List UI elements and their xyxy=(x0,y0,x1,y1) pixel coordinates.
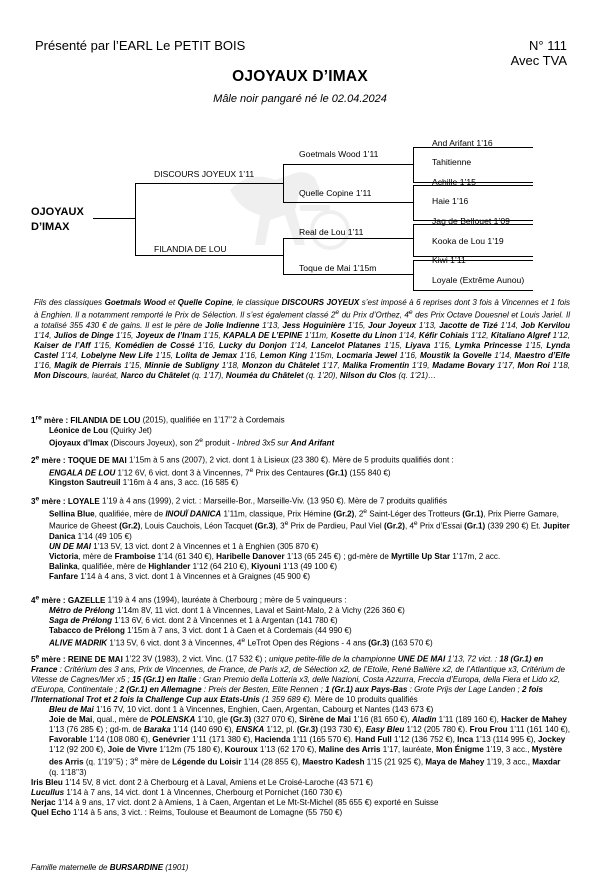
pedigree-g3-7: Kiwi 1’11 xyxy=(432,255,466,265)
third-dam-section: 3e mère : LOYALE 1’19 à 4 ans (1999), 2 vict. : Marseille-Bor., Marseille-Viv. (13 950 €). Mère de 7 produits qualifiés Sellina Blue, qualifiée, mère de INOUÏ DANICA 1’11m, classique, Prix Hémine (Gr.2), 2e Saint-Léger des Trotteurs (Gr.1), Prix Pierre Gamare, Maurice de Gheest (Gr.2), Louis Cauchois, Léon Tacquet (Gr.3), 3e Prix de Pardieu, Paul Viel (Gr.2), 4e Prix d’Essai (Gr.1) (339 290 €) Et. Jupiter Danica 1’14 (49 105 €) UN DE MAI 1’13 5V, 13 vict. dont 2 à Vincennes et 1 à Enghien (305 870 €) Victoria, mère de Framboise 1’14 (61 340 €), Haribelle Danover 1’13 (65 245 €) ; gd-mère de Myrtille Up Star 1’17m, 2 acc. Balinka, qualifiée, mère de Highlander 1’12 (64 210 €), Kiyouni 1’13 (49 100 €) Fanfare 1’14 à 4 ans, 3 vict. dont 1 à Vincennes et à Graignes (45 900 €) xyxy=(31,495,570,582)
trotter-sulky-watermark-icon xyxy=(220,150,350,260)
pedigree-g3-4: Haie 1’16 xyxy=(432,196,469,206)
pedigree-connector xyxy=(283,238,284,274)
pedigree-connector xyxy=(93,218,135,219)
pedigree-name-line1: OJOYAUX xyxy=(31,206,84,218)
pedigree-g3-1: And Arifant 1’16 xyxy=(432,138,493,148)
sire-intro-paragraph: Fils des classiques Goetmals Wood et Quelle Copine, le classique DISCOURS JOYEUX s’est imposé à 6 reprises dont 3 fois à Vincennes et 1 fois à Enghien. Il a notamment remporté le Prix de Sélection. Il s’est également classé 2e du Prix d’Orthez, 4e des Prix Octave Douesnel et Louis Jariel. Il a totalisé 355 430 € de gains. Il est le père de Jolie Indienne 1’13, Jess Hoguinière 1’15, Jour Joyeux 1’13, Jacotte de Tizé 1’14, Job Kervilou 1’14, Julios de Dinge 1’15, Joyeux de l’Inam 1’15, KAPALA DE L’EPINE 1’11m, Kosette du Linon 1’14, Kéfir Cohiais 1’12, Kitaliano Algref 1’12, Kaiser de l’Aff 1’15, Komédien de Cossé 1’16, Lucky du Donjon 1’14, Lancelot Platanes 1’15, Liyava 1’15, Lymka Princesse 1’15, Lynda Castel 1’14, Lobelyne New Life 1’15, Lolita de Jemax 1’16, Lemon King 1’15m, Locmaria Jewel 1’16, Moustik la Govelle 1’14, Maestro d’Elfe 1’16, Magik de Pierrais 1’15, Minnie de Subligny 1’18, Monzon du Châtelet 1’17, Malika Fromentin 1’19, Madame Bovary 1’17, Mon Roi 1’18, Mon Discours, lauréat, Narco du Châtelet (q. 1’17), Nouméa du Châtelet (q. 1’20), Nilson du Clos (q. 1’21)… xyxy=(34,298,571,380)
pedigree-g3-6: Kooka de Lou 1’19 xyxy=(432,236,504,246)
fifth-dam-section: 5e mère : REINE DE MAI 1’22 3V (1983), 2 vict. Vinc. (17 532 €) ; unique petite-fille de la championne UNE DE MAI 1’13, 72 vict. : 18 (Gr.1) en France : Critérium des 3 ans, Prix de Vincennes, de France, de Paris x2, de Sélection x2, de l’Etoile, René Ballière x2, de l’Atlantique x3, Critérium de Vitesse de Cagnes/Mer x5 ; 15 (Gr.1) en Italie : Gran Premio della Lotteria x3, delle Nazioni, Costa Azzurra, Freccia d’Europa, della Fiera et Lido x2, d’Europa, Continentale ; 2 (Gr.1) en Allemagne : Preis der Besten, Elite Rennen ; 1 (Gr.1) aux Pays-Bas : Grote Prijs der Lage Landen ; 2 fois l’International Trot et 2 fois la Challenge Cup aux Etats-Unis (1 359 689 €). Mère de 10 produits qualifiés Bleu de Mai 1’16 7V, 10 vict. dont 1 à Vincennes, Enghien, Caen, Argentan, Cabourg et Nantes (143 673 €) Joie de Mai, qual., mère de POLENSKA 1’10, gle (Gr.3) (327 070 €), Sirène de Mai 1’16 (81 650 €), Aladin 1’11 (189 160 €), Hacker de Mahey 1’13 (76 285 €) ; gd-m. de Baraka 1’14 (140 690 €), ENSKA 1’12, pl. (Gr.3) (193 730 €), Easy Bleu 1’12 (205 780 €). Frou Frou 1’11 (161 140 €), Favorable 1’14 (108 080 €), Genévrier 1’11 (171 380 €), Hacienda 1’11 (165 570 €). Hand Full 1’12 (136 752 €), Inca 1’13 (114 995 €), Jockey 1’12 (92 200 €), Joie de Vivre 1’12m (75 180 €), Kouroux 1’13 (62 170 €), Maline des Arris 1’17, lauréate, Mon Énigme 1’19, 3 acc., Mystère des Arris (q. 1’19’’5) ; 3e mère de Légende du Loisir 1’14 (28 855 €), Maestro Kadesh 1’15 (21 925 €), Maya de Mahey 1’19, 3 acc., Maxdar (q. 1’18’’3) Iris Bleu 1’14 5V, 8 vict. dont 2 à Cherbourg et à Laval, Amiens et Le Croisé-Laroche (43 571 €) Lucullus 1’14 à 7 ans, 14 vict. dont 1 à Vincennes, Cherbourg et Pornichet (160 730 €) Nerjac 1’14 à 9 ans, 17 vict. dont 2 à Amiens, 1 à Caen, Argentan et Le Mt-St-Michel (85 655 €) exporté en Suisse Quel Echo 1’14 à 5 ans, 3 vict. : Reims, Toulouse et Beaumont de Lomagne (55 750 €) xyxy=(31,653,571,818)
lot-number: N° 111 xyxy=(529,38,567,53)
pedigree-sire: DISCOURS JOYEUX 1’11 xyxy=(154,169,255,179)
pedigree-connector xyxy=(283,164,284,202)
pedigree-connector xyxy=(135,255,283,256)
pedigree-connector xyxy=(413,260,414,290)
pedigree-connector xyxy=(413,224,414,256)
pedigree-horse-name xyxy=(31,205,84,235)
pedigree-dam-sire: Real de Lou 1’11 xyxy=(299,227,364,237)
pedigree-connector xyxy=(283,164,413,165)
pedigree-connector xyxy=(283,274,413,275)
fourth-dam-section: 4e mère : GAZELLE 1’19 à 4 ans (1994), lauréate à Cherbourg ; mère de 5 vainqueurs : Métro de Prélong 1’14m 8V, 11 vict. dont 1 à Vincennes, Laval et Saint-Malo, 2 à Vichy (226 360 €) Saga de Prélong 1’13 6V, 6 vict. dont 2 à Vincennes et 1 à Argentan (141 780 €) Tabacco de Prélong 1’15m à 7 ans, 3 vict. dont 1 à Caen et à Cordemais (44 990 €) ALIVE MADRIK 1’13 5V, 6 vict. dont 3 à Vincennes, 4e LeTrot Open des Régions - 4 ans (Gr.3) (163 570 €) xyxy=(31,594,433,648)
pedigree-sire-sire: Goetmals Wood 1’11 xyxy=(299,149,379,159)
pedigree-connector xyxy=(135,183,136,255)
pedigree-dam-dam: Toque de Mai 1’15m xyxy=(299,263,377,273)
pedigree-g3-5: Jag de Bellouet 1’09 xyxy=(432,216,510,226)
pedigree-connector xyxy=(413,256,533,257)
pedigree-connector xyxy=(413,260,533,261)
pedigree-connector xyxy=(413,164,414,182)
pedigree-g3-3: Achille 1’15 xyxy=(432,177,476,187)
pedigree-dam: FILANDIA DE LOU xyxy=(154,244,227,254)
pedigree-sire-dam: Quelle Copine 1’11 xyxy=(299,188,372,198)
horse-description: Mâle noir pangaré né le 02.04.2024 xyxy=(213,93,387,105)
second-dam-section: 2e mère : TOQUE DE MAI 1’15m à 5 ans (2007), 2 vict. dont 1 à Lisieux (23 380 €). Mère de 5 produits qualifiés dont : ENGALA DE LOU 1’12 6V, 6 vict. dont 3 à Vincennes, 7e Prix des Centaures (Gr.1) (155 840 €) Kingston Sautreuil 1’16m à 4 ans, 3 acc. (16 585 €) xyxy=(31,454,454,488)
horse-name-title: OJOYAUX D’IMAX xyxy=(232,68,368,85)
tva-label: Avec TVA xyxy=(510,53,567,68)
pedigree-connector xyxy=(135,183,283,184)
pedigree-connector xyxy=(413,290,533,291)
maternal-family-label: Famille maternelle de BURSARDINE (1901) xyxy=(31,863,189,872)
pedigree-g3-8: Loyale (Extrême Aunou) xyxy=(432,275,525,285)
presenter-label: Présenté par l’EARL Le PETIT BOIS xyxy=(35,38,246,53)
first-dam-section: 1re mère : FILANDIA DE LOU (2015), qualifiée en 1’17’’2 à Cordemais Léonice de Lou (Quirky Jet) Ojoyaux d’Imax (Discours Joyeux), son 2e produit - Inbred 3x5 sur And Arifant xyxy=(31,414,335,448)
pedigree-connector xyxy=(283,238,413,239)
pedigree-g3-2: Tahitienne xyxy=(432,157,472,167)
pedigree-name-line2: D’IMAX xyxy=(31,221,70,233)
pedigree-connector xyxy=(413,185,414,220)
pedigree-connector xyxy=(283,202,413,203)
pedigree-connector xyxy=(413,147,414,164)
